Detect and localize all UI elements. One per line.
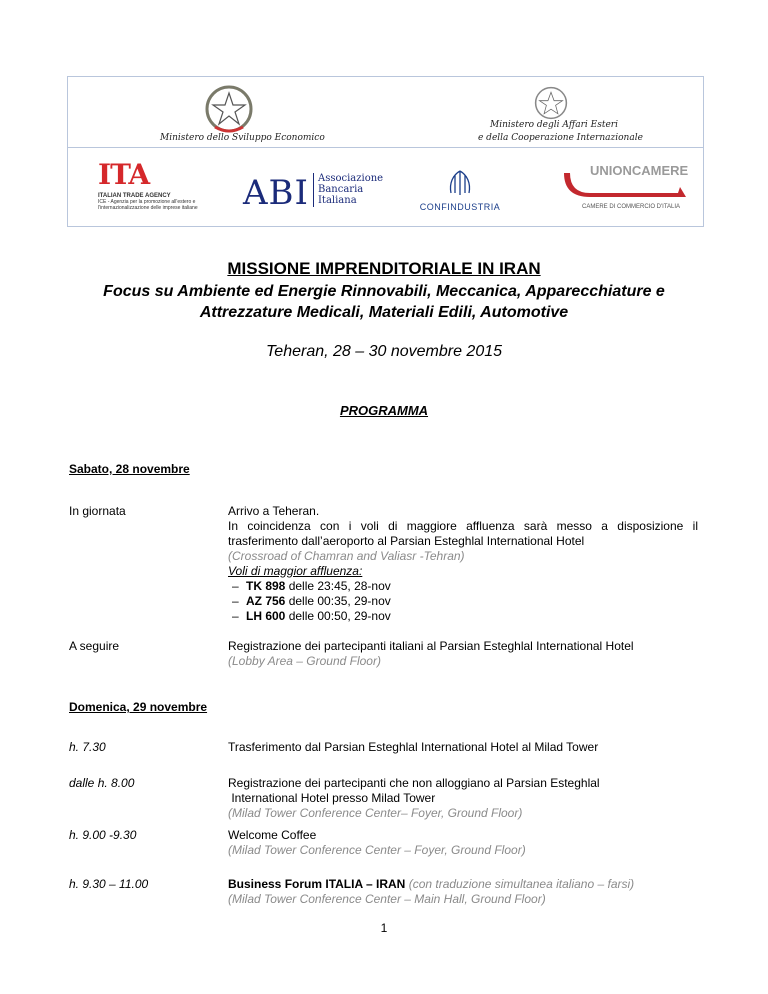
document-title: MISSIONE IMPRENDITORIALE IN IRAN [227,259,541,278]
entry-text: Registrazione dei partecipanti che non alloggiano al Parsian Esteghlal [228,776,600,790]
confindustria-word: CONFINDUSTRIA [419,202,501,212]
time-label: h. 9.00 -9.30 [69,828,137,842]
schedule-entry [228,828,698,858]
ita-mark: ITA [98,158,150,191]
flights-heading-text: Voli di maggior affluenza [228,564,359,578]
ministry-foreign-label-2: e della Cooperazione Internazionale [478,133,643,143]
page-number: 1 [380,921,388,935]
flight-code: LH 600 [246,609,286,623]
schedule-entry [228,740,698,755]
schedule-entry [228,877,698,907]
entry-text: International Hotel presso Milad Tower [228,791,436,805]
time-label: h. 7.30 [69,740,106,754]
abi-logo [243,173,383,213]
unioncamere-sub: CAMERE DI COMMERCIO D'ITALIA [582,204,681,210]
abi-text-3: Italiana [317,195,357,206]
flight-time: delle 00:50, 29-nov [285,609,391,623]
entry-text: In coincidenza con i voli di maggiore affluenza sarà messo a disposizione il trasferimento dall’aeroporto al Parsian Esteghlal International Hotel [228,519,698,548]
entry-location-note: (Milad Tower Conference Center – Main Hall, Ground Floor) [228,892,546,906]
programma-heading: PROGRAMMA [339,403,429,418]
place-date: Teheran, 28 – 30 novembre 2015 [265,343,503,360]
time-label: A seguire [69,639,120,653]
ministry-foreign-label-1: Ministero degli Affari Esteri [490,120,618,130]
document-subtitle-line-2: Attrezzature Medicali, Materiali Edili, Automotive [199,304,569,321]
time-label: h. 9.30 – 11.00 [69,877,149,891]
document-subtitle-line-1: Focus su Ambiente ed Energie Rinnovabili, Meccanica, Apparecchiature e [103,283,665,300]
document-subtitle [0,281,768,323]
ita-subtitle-1: ITALIAN TRADE AGENCY [98,193,171,199]
logo-divider [68,147,703,148]
entry-text: Trasferimento dal Parsian Esteghlal International Hotel al Milad Tower [228,740,599,754]
unioncamere-word: UNIONCAMERE [590,163,689,178]
time-label: dalle h. 8.00 [69,776,135,790]
ita-logo [98,158,218,231]
flight-code: TK 898 [246,579,286,593]
flight-time: delle 00:35, 29-nov [285,594,391,608]
entry-location-note: (Lobby Area – Ground Floor) [228,654,381,668]
entry-location-note: (Milad Tower Conference Center– Foyer, Ground Floor) [228,806,523,820]
abi-divider [313,173,314,207]
confindustria-logo [416,169,504,212]
italian-republic-emblem-icon [203,83,255,135]
schedule-entry [228,504,698,624]
schedule-entry [228,639,698,669]
day-heading: Domenica, 29 novembre [69,700,208,714]
flight-item: – LH 600 delle 00:50, 29-nov [232,609,391,623]
ita-subtitle-3: l'internazionalizzazione delle imprese italiane [98,205,198,211]
entry-location-note: (Crossroad of Chamran and Valiasr -Tehran) [228,549,465,563]
ministry-economic-label: Ministero dello Sviluppo Economico [160,133,325,143]
entry-text: Registrazione dei partecipanti italiani al Parsian Esteghlal International Hotel [228,639,634,653]
entry-text: Arrivo a Teheran. [228,504,320,518]
abi-text [318,173,383,206]
confindustria-eagle-icon [445,169,475,197]
flight-time: delle 23:45, 28-nov [285,579,391,593]
italian-republic-emblem-icon [531,83,571,123]
flight-code: AZ 756 [246,594,286,608]
abi-mark: ABI [243,173,309,213]
entry-location-note: (Milad Tower Conference Center – Foyer, Ground Floor) [228,843,526,857]
schedule-entry [228,776,698,821]
flight-item: – AZ 756 delle 00:35, 29-nov [232,594,391,608]
unioncamere-logo [560,163,690,210]
logo-header [67,76,704,227]
abi-text-1: Associazione [317,173,384,184]
translation-note: (con traduzione simultanea italiano – farsi) [405,877,635,891]
entry-text: Welcome Coffee [228,828,317,842]
day-heading: Sabato, 28 novembre [69,462,190,476]
abi-text-2: Bancaria [317,184,364,195]
time-label: In giornata [69,504,126,518]
flight-item: – TK 898 delle 23:45, 28-nov [232,579,391,593]
entry-text [228,877,698,892]
ita-subtitle-2: ICE - Agenzia per la promozione all'estero e [98,199,196,205]
forum-title: Business Forum ITALIA – IRAN [228,877,406,891]
flights-heading: Voli di maggior affluenza: [228,564,363,578]
